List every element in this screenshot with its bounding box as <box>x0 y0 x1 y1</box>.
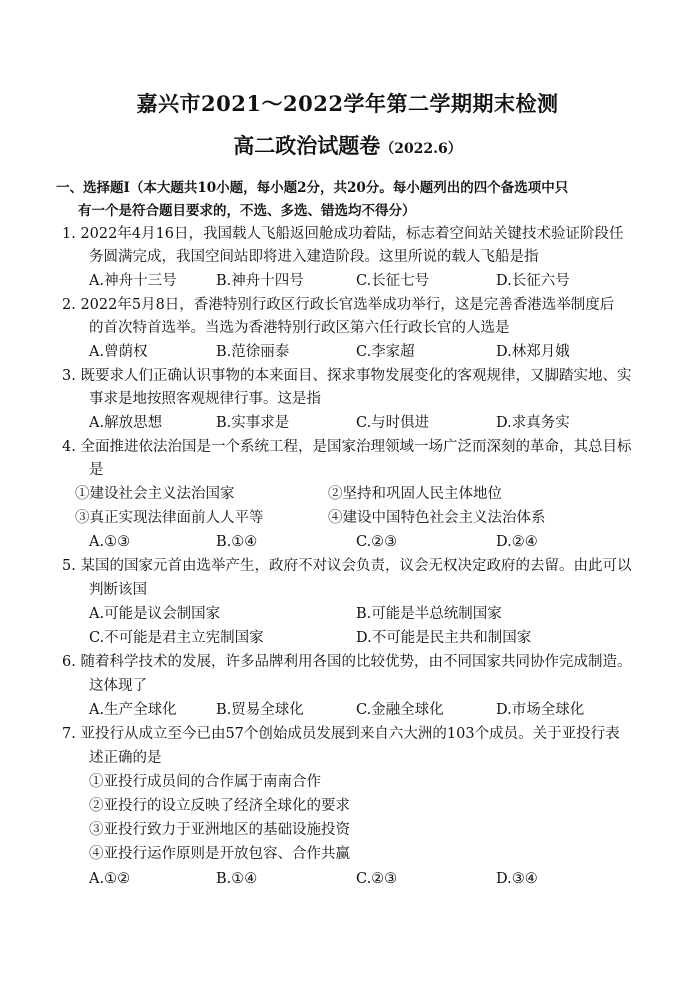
question-7-option-c: C.②③ <box>356 871 398 887</box>
question-4-text: 4. 全面推进依法治国是一个系统工程，是国家治理领域一场广泛而深刻的革命，其总目标 <box>62 439 632 455</box>
exam-subject: 高二政治试题卷 <box>233 133 381 158</box>
question-4-option-b: B.①④ <box>216 534 258 550</box>
question-5-option-b: B.可能是半总统制国家 <box>356 606 502 622</box>
question-3-option-c: C.与时俱进 <box>356 415 430 431</box>
question-4-statement-3: ③真正实现法律面前人人平等 <box>75 510 264 526</box>
question-4-statement-1: ①建设社会主义法治国家 <box>75 486 235 502</box>
question-2-text: 2. 2022年5月8日，香港特别行政区行政长官选举成功举行，这是完善香港选举制度后 <box>62 297 615 313</box>
question-6-text-cont: 这体现了 <box>89 678 147 694</box>
question-7-option-d: D.③④ <box>496 871 538 887</box>
question-4-option-a: A.①③ <box>89 534 131 550</box>
exam-date: （2022.6） <box>380 141 462 157</box>
question-5-option-c: C.不可能是君主立宪制国家 <box>89 630 264 646</box>
question-3-option-b: B.实事求是 <box>216 415 290 431</box>
exam-subtitle <box>0 130 695 160</box>
question-6-option-d: D.市场全球化 <box>496 702 585 718</box>
question-1-option-d: D.长征六号 <box>496 273 570 289</box>
question-7-option-b: B.①④ <box>216 871 258 887</box>
question-3-option-d: D.求真务实 <box>496 415 570 431</box>
question-7-statement-1: ①亚投行成员间的合作属于南南合作 <box>89 774 321 790</box>
question-4-option-c: C.②③ <box>356 534 398 550</box>
section-heading: 一、选择题Ⅰ（本大题共10小题，每小题2分，共20分。每小题列出的四个备选项中只 <box>56 180 569 196</box>
question-1-option-a: A.神舟十三号 <box>89 273 177 289</box>
question-2-option-d: D.林郑月娥 <box>496 344 570 360</box>
question-6-option-a: A.生产全球化 <box>89 702 177 718</box>
question-4-option-d: D.②④ <box>496 534 538 550</box>
question-1-text-cont: 务圆满完成，我国空间站即将进入建造阶段。这里所说的载人飞船是指 <box>89 249 539 265</box>
question-7-statement-3: ③亚投行致力于亚洲地区的基础设施投资 <box>89 822 350 838</box>
question-1-option-b: B.神舟十四号 <box>216 273 304 289</box>
question-3-text: 3. 既要求人们正确认识事物的本来面目、探求事物发展变化的客观规律，又脚踏实地、实 <box>62 368 632 384</box>
section-heading-cont: 有一个是符合题目要求的，不选、多选、错选均不得分） <box>78 203 416 219</box>
question-6-option-b: B.贸易全球化 <box>216 702 304 718</box>
question-1-option-c: C.长征七号 <box>356 273 430 289</box>
question-5-option-a: A.可能是议会制国家 <box>89 606 221 622</box>
question-7-option-a: A.①② <box>89 871 131 887</box>
question-3-option-a: A.解放思想 <box>89 415 163 431</box>
question-2-option-b: B.范徐丽泰 <box>216 344 290 360</box>
question-4-statement-2: ②坚持和巩固人民主体地位 <box>328 486 502 502</box>
question-6-option-c: C.金融全球化 <box>356 702 444 718</box>
question-7-statement-2: ②亚投行的设立反映了经济全球化的要求 <box>89 798 350 814</box>
question-7-statement-4: ④亚投行运作原则是开放包容、合作共赢 <box>89 846 350 862</box>
question-1-text: 1. 2022年4月16日，我国载人飞船返回舱成功着陆，标志着空间站关键技术验证阶段任 <box>62 226 624 242</box>
question-7-text: 7. 亚投行从成立至今已由57个创始成员发展到来自六大洲的103个成员。关于亚投行表 <box>62 726 620 742</box>
question-2-option-c: C.李家超 <box>356 344 415 360</box>
question-4-text-cont: 是 <box>89 462 104 478</box>
question-2-text-cont: 的首次特首选举。当选为香港特别行政区第六任行政长官的人选是 <box>89 320 510 336</box>
question-5-option-d: D.不可能是民主共和制国家 <box>356 630 532 646</box>
question-3-text-cont: 事求是地按照客观规律行事。这是指 <box>89 391 321 407</box>
question-5-text-cont: 判断该国 <box>89 582 147 598</box>
question-2-option-a: A.曾荫权 <box>89 344 148 360</box>
question-7-text-cont: 述正确的是 <box>89 750 162 766</box>
question-6-text: 6. 随着科学技术的发展，许多品牌利用各国的比较优势，由不同国家共同协作完成制造。 <box>62 654 632 670</box>
question-4-statement-4: ④建设中国特色社会主义法治体系 <box>328 510 546 526</box>
question-5-text: 5. 某国的国家元首由选举产生，政府不对议会负责，议会无权决定政府的去留。由此可以 <box>62 558 632 574</box>
exam-title: 嘉兴市2021～2022学年第二学期期末检测 <box>136 91 559 116</box>
